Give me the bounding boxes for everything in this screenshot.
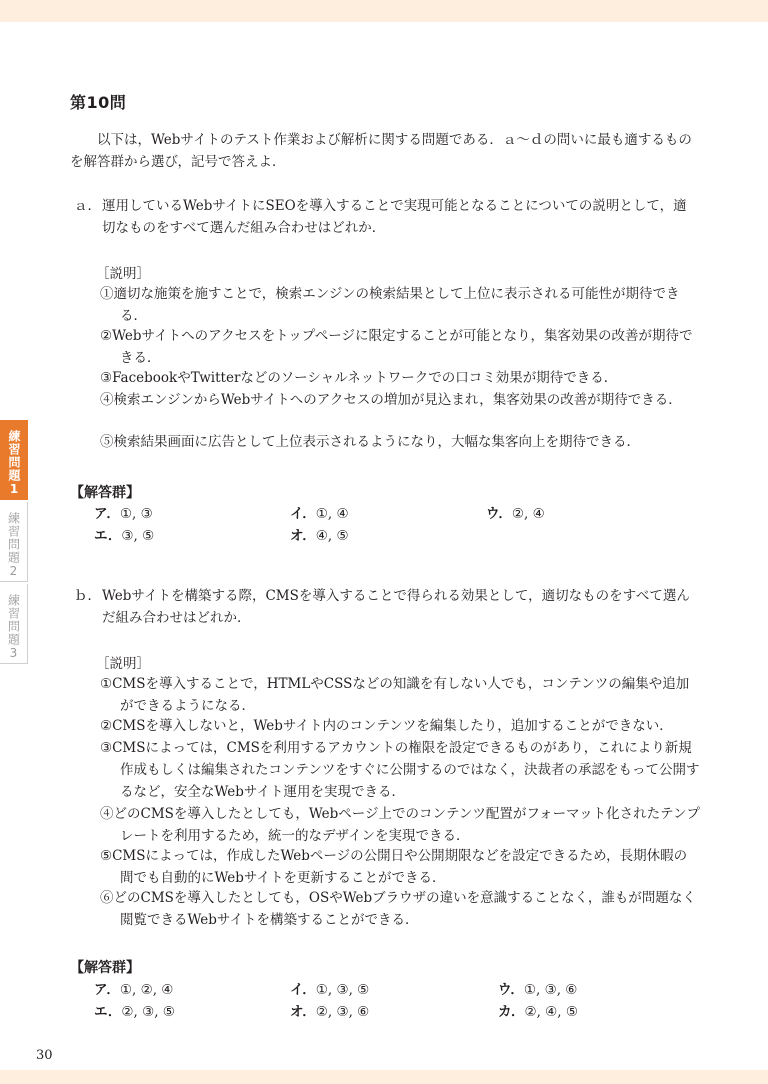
explain-item-b5: ⑤CMSによっては，作成したWebページの公開日や公開期限などを設定できるため，長期休暇の間でも自動的にWebサイトを更新することができる．: [100, 848, 688, 886]
choice-value: ①, ③, ⑥: [523, 982, 578, 998]
choice-b-o[interactable]: [290, 1000, 369, 1020]
choice-value: ①, ④: [315, 506, 349, 522]
choice-value: ②, ④, ⑤: [524, 1004, 578, 1020]
choice-b-a[interactable]: [94, 978, 173, 998]
question-b-label: ｂ．: [74, 588, 101, 604]
explain-item-a3: ③FacebookやTwitterなどのソーシャルネットワークでの口コミ効果が期待できる．: [100, 370, 618, 386]
question-a-label: ａ．: [74, 198, 101, 214]
side-tab-label: 練習問題: [6, 594, 21, 646]
side-tab-2[interactable]: [0, 502, 28, 582]
choice-key: カ．: [498, 1004, 525, 1020]
choice-key: ア．: [94, 982, 120, 998]
side-tab-label: 練習問題: [6, 512, 21, 564]
choice-value: ④, ⑤: [315, 528, 349, 544]
question-b: [74, 585, 700, 629]
top-band: [0, 0, 768, 22]
page-number: 30: [36, 1048, 53, 1063]
choice-key: エ．: [94, 1004, 122, 1020]
choice-key: イ．: [290, 506, 316, 522]
choice-b-u[interactable]: [498, 978, 577, 998]
choice-value: ①, ③, ⑤: [315, 982, 370, 998]
choice-b-e[interactable]: [94, 1000, 175, 1020]
choice-key: オ．: [290, 1004, 316, 1020]
choice-value: ①, ③: [119, 506, 153, 522]
side-tab-3[interactable]: [0, 584, 28, 664]
choice-value: ②, ③, ⑥: [315, 1004, 370, 1020]
explain-item-b3: ③CMSによっては，CMSを利用するアカウントの権限を設定できるものがあり，これにより新規作成もしくは編集されたコンテンツをすぐに公開するのではなく，決裁者の承認をもって公開するなど，安全なWebサイト運用を実現できる．: [100, 740, 700, 800]
page-title: 第10問: [70, 93, 127, 112]
question-a-text: 運用しているWebサイトにSEOを導入することで実現可能となることについての説明として，適切なものをすべて選んだ組み合わせはどれか．: [102, 198, 687, 236]
question-b-text: Webサイトを構築する際，CMSを導入することで得られる効果として，適切なものをすべて選んだ組み合わせはどれか．: [102, 588, 690, 626]
bottom-band: [0, 1070, 768, 1084]
explain-item-b1: ①CMSを導入することで，HTMLやCSSなどの知識を有しない人でも，コンテンツの編集や追加ができるようになる．: [100, 676, 690, 714]
choice-key: ウ．: [498, 982, 524, 998]
choice-value: ②, ④: [511, 506, 545, 522]
question-a: [74, 195, 700, 239]
choice-key: イ．: [290, 982, 316, 998]
intro-text: 以下は，Webサイトのテスト作業および解析に関する問題である．ａ～ｄの問いに最も適するものを解答群から選び，記号で答えよ．: [70, 132, 692, 170]
side-tab-label: 練習問題: [7, 430, 21, 482]
choice-a-u[interactable]: [486, 502, 545, 522]
explain-item-a1: ①適切な施策を施すことで，検索エンジンの検索結果として上位に表示される可能性が期待できる．: [100, 286, 680, 324]
choice-key: ア．: [94, 506, 120, 522]
choice-key: オ．: [290, 528, 316, 544]
explain-label-b: ［説明］: [96, 656, 150, 672]
choice-a-i[interactable]: [290, 502, 349, 522]
choice-key: ウ．: [486, 506, 512, 522]
choice-value: ①, ②, ④: [119, 982, 174, 998]
explain-item-a5: ⑤検索結果画面に広告として上位表示されるようになり，大幅な集客向上を期待できる．: [100, 434, 640, 450]
choice-a-o[interactable]: [290, 524, 349, 544]
choice-a-e[interactable]: [94, 524, 154, 544]
explain-item-a4: ④検索エンジンからWebサイトへのアクセスの増加が見込まれ，集客効果の改善が期待できる．: [100, 392, 682, 408]
answer-label-b: 【解答群】: [70, 960, 140, 976]
side-tab-1[interactable]: [0, 420, 28, 500]
explain-item-a2: ②Webサイトへのアクセスをトップページに限定することが可能となり，集客効果の改善が期待できる．: [100, 328, 693, 366]
explain-label-a: ［説明］: [96, 266, 150, 282]
choice-a-a[interactable]: [94, 502, 153, 522]
choice-b-ka[interactable]: [498, 1000, 578, 1020]
choice-b-i[interactable]: [290, 978, 369, 998]
explain-item-b2: ②CMSを導入しないと，Webサイト内のコンテンツを編集したり，追加することができない．: [100, 718, 673, 734]
choice-value: ②, ③, ⑤: [121, 1004, 175, 1020]
explain-item-b4: ④どのCMSを導入したとしても，Webページ上でのコンテンツ配置がフォーマット化されたテンプレートを利用するため，統一的なデザインを実現できる．: [100, 806, 700, 844]
side-tab-num: 2: [6, 564, 21, 579]
answer-label-a: 【解答群】: [70, 485, 140, 501]
explain-item-b6: ⑥どのCMSを導入したとしても，OSやWebブラウザの違いを意識することなく，誰もが問題なく閲覧できるWebサイトを構築することができる．: [100, 890, 696, 928]
choice-key: エ．: [94, 528, 122, 544]
choice-value: ③, ⑤: [121, 528, 155, 544]
side-tab-num: 1: [7, 482, 21, 497]
side-tab-num: 3: [6, 646, 21, 661]
